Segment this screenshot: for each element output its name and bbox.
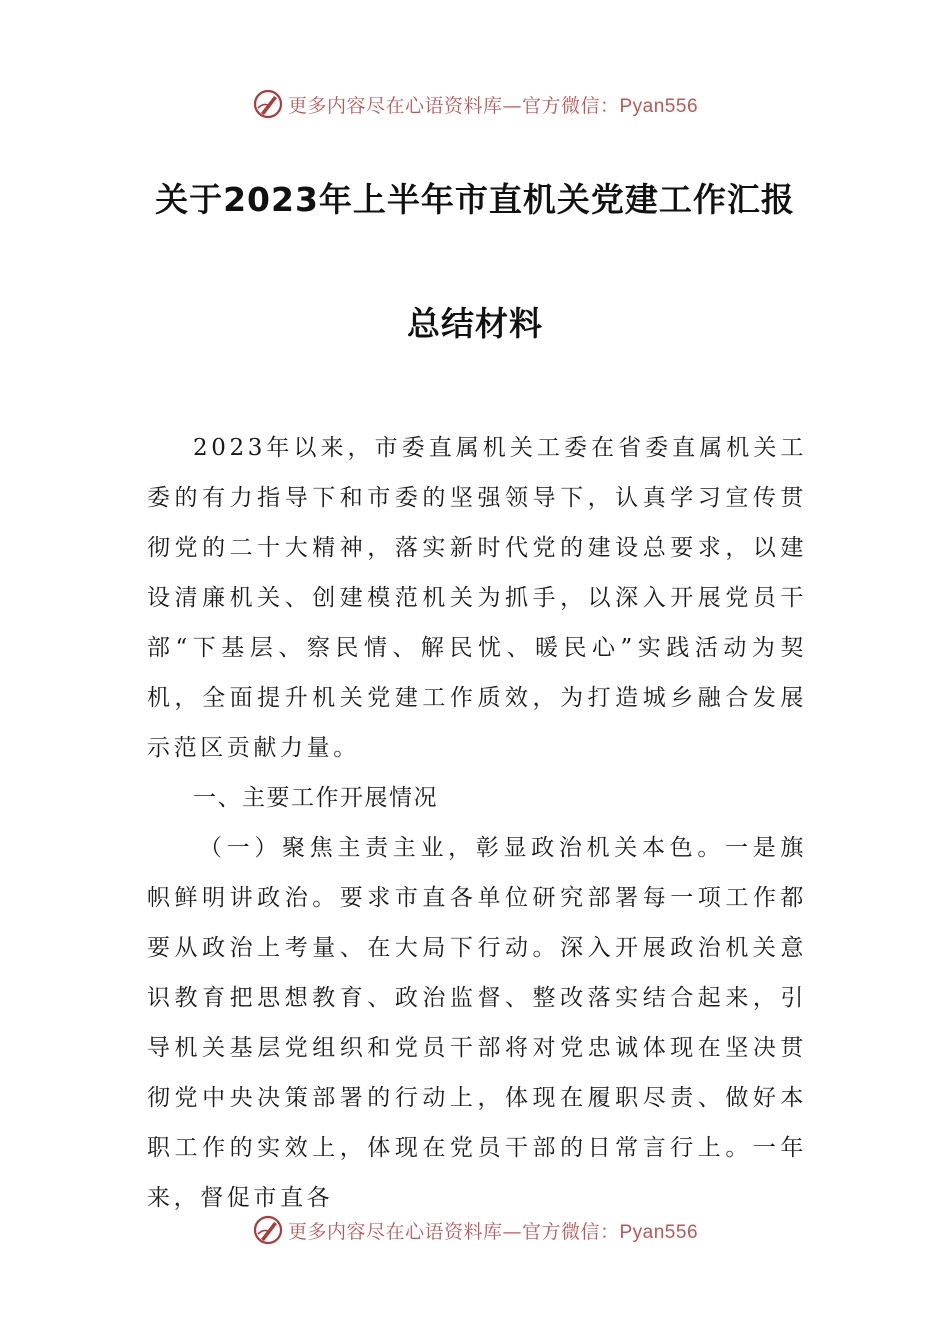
header-watermark: [0, 84, 950, 124]
section-heading: 一、主要工作开展情况: [193, 785, 438, 811]
intro-paragraph: 2023年以来，市委直属机关工委在省委直属机关工委的有力指导下和市委的坚强领导下，认真学习宣传贯彻党的二十大精神，落实新时代党的建设总要求，以建设清廉机关、创建模范机关为抓手，以深入开展党员干部“下基层、察民情、解民忧、暖民心”实践活动为契机，全面提升机关党建工作质效，为打造城乡融合发展示范区贡献力量。: [147, 435, 807, 761]
document-title-line-2: 总结材料: [407, 304, 543, 343]
document-title-line-1: 关于2023年上半年市直机关党建工作汇报: [155, 180, 795, 219]
watermark-label: 更多内容尽在心语资料库—官方微信：: [287, 94, 620, 117]
watermark-label: 更多内容尽在心语资料库—官方微信：: [287, 1220, 620, 1243]
watermark-text: [288, 91, 698, 118]
pen-circle-logo-icon: [252, 1214, 284, 1246]
watermark-text: [288, 1217, 698, 1244]
document-body: [147, 423, 807, 1223]
pen-circle-logo-icon: [252, 88, 284, 120]
watermark-wechat-id: Pyan556: [619, 1221, 699, 1243]
watermark-wechat-id: Pyan556: [619, 95, 699, 117]
footer-watermark: [0, 1210, 950, 1250]
subsection-paragraph: （一）聚焦主责主业，彰显政治机关本色。一是旗帜鲜明讲政治。要求市直各单位研究部署每一项工作都要从政治上考量、在大局下行动。深入开展政治机关意识教育把思想教育、政治监督、整改落实结合起来，引导机关基层党组织和党员干部将对党忠诚体现在坚决贯彻党中央决策部署的行动上，体现在履职尽责、做好本职工作的实效上，体现在党员干部的日常言行上。一年来，督促市直各: [147, 835, 807, 1211]
